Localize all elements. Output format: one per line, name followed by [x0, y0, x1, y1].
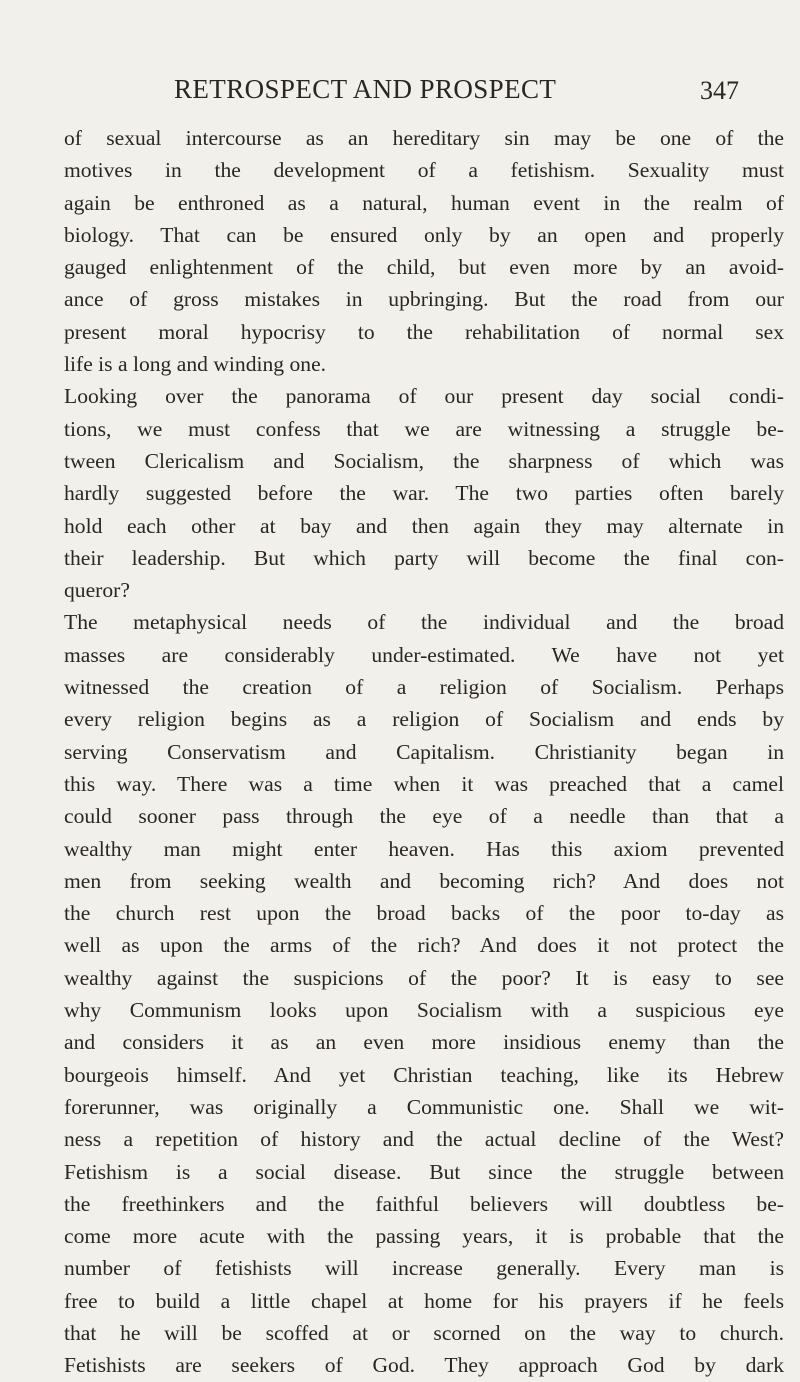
running-title: RETROSPECT AND PROSPECT — [174, 74, 557, 104]
text-line: gauged enlightenment of the child, but even more by an avoid- — [64, 255, 784, 280]
text-line: hold each other at bay and then again they may alternate in — [64, 513, 784, 538]
text-line: every religion begins as a religion of Socialism and ends by — [64, 707, 784, 732]
text-line: wealthy man might enter heaven. Has this axiom prevented — [64, 836, 784, 861]
text-line: hardly suggested before the war. The two parties often barely — [64, 481, 784, 506]
text-line: could sooner pass through the eye of a needle than that a — [64, 804, 784, 829]
text-line: queror? — [64, 578, 130, 603]
text-line: men from seeking wealth and becoming rich? And does not — [64, 868, 784, 893]
text-line: biology. That can be ensured only by an open and properly — [64, 222, 784, 247]
text-line: Fetishists are seekers of God. They approach God by dark — [64, 1353, 784, 1378]
text-line: serving Conservatism and Capitalism. Christianity began in — [64, 739, 784, 764]
text-line: present moral hypocrisy to the rehabilitation of normal sex — [64, 319, 784, 344]
text-line: this way. There was a time when it was preached that a camel — [64, 771, 784, 796]
running-head — [0, 74, 800, 114]
text-line: life is a long and winding one. — [64, 352, 327, 377]
page-number: 347 — [700, 76, 739, 105]
text-line: their leadership. But which party will become the final con- — [64, 545, 784, 570]
text-line: free to build a little chapel at home for his prayers if he feels — [64, 1288, 784, 1313]
text-line: ness a repetition of history and the actual decline of the West? — [64, 1127, 784, 1152]
text-line: Looking over the panorama of our present day social condi- — [64, 384, 784, 409]
text-line: The metaphysical needs of the individual and the broad — [64, 610, 784, 635]
text-line: forerunner, was originally a Communistic one. Shall we wit- — [64, 1094, 784, 1119]
text-line: tween Clericalism and Socialism, the sharpness of which was — [64, 448, 784, 473]
body-text — [64, 122, 784, 1382]
text-line: again be enthroned as a natural, human event in the realm of — [64, 190, 784, 215]
text-line: number of fetishists will increase generally. Every man is — [64, 1256, 784, 1281]
text-line: masses are considerably under-estimated. We have not yet — [64, 642, 784, 667]
text-line: of sexual intercourse as an hereditary sin may be one of the — [64, 126, 784, 150]
text-line: the church rest upon the broad backs of the poor to-day as — [64, 901, 784, 926]
text-line: witnessed the creation of a religion of Socialism. Perhaps — [64, 675, 784, 700]
text-line: why Communism looks upon Socialism with a suspicious eye — [64, 998, 784, 1023]
text-line: the freethinkers and the faithful believers will doubtless be- — [64, 1191, 784, 1216]
text-line: tions, we must confess that we are witnessing a struggle be- — [64, 416, 784, 441]
text-line: that he will be scoffed at or scorned on the way to church. — [64, 1320, 784, 1345]
text-line: Fetishism is a social disease. But since the struggle between — [64, 1159, 784, 1184]
text-line: bourgeois himself. And yet Christian teaching, like its Hebrew — [64, 1062, 784, 1087]
text-line: well as upon the arms of the rich? And does it not protect the — [64, 933, 784, 958]
text-line: come more acute with the passing years, it is probable that the — [64, 1224, 784, 1249]
text-line: ance of gross mistakes in upbringing. But the road from our — [64, 287, 784, 312]
text-line: motives in the development of a fetishism. Sexuality must — [64, 158, 784, 183]
text-line: and considers it as an even more insidious enemy than the — [64, 1030, 784, 1055]
text-line: wealthy against the suspicions of the poor? It is easy to see — [64, 965, 784, 990]
